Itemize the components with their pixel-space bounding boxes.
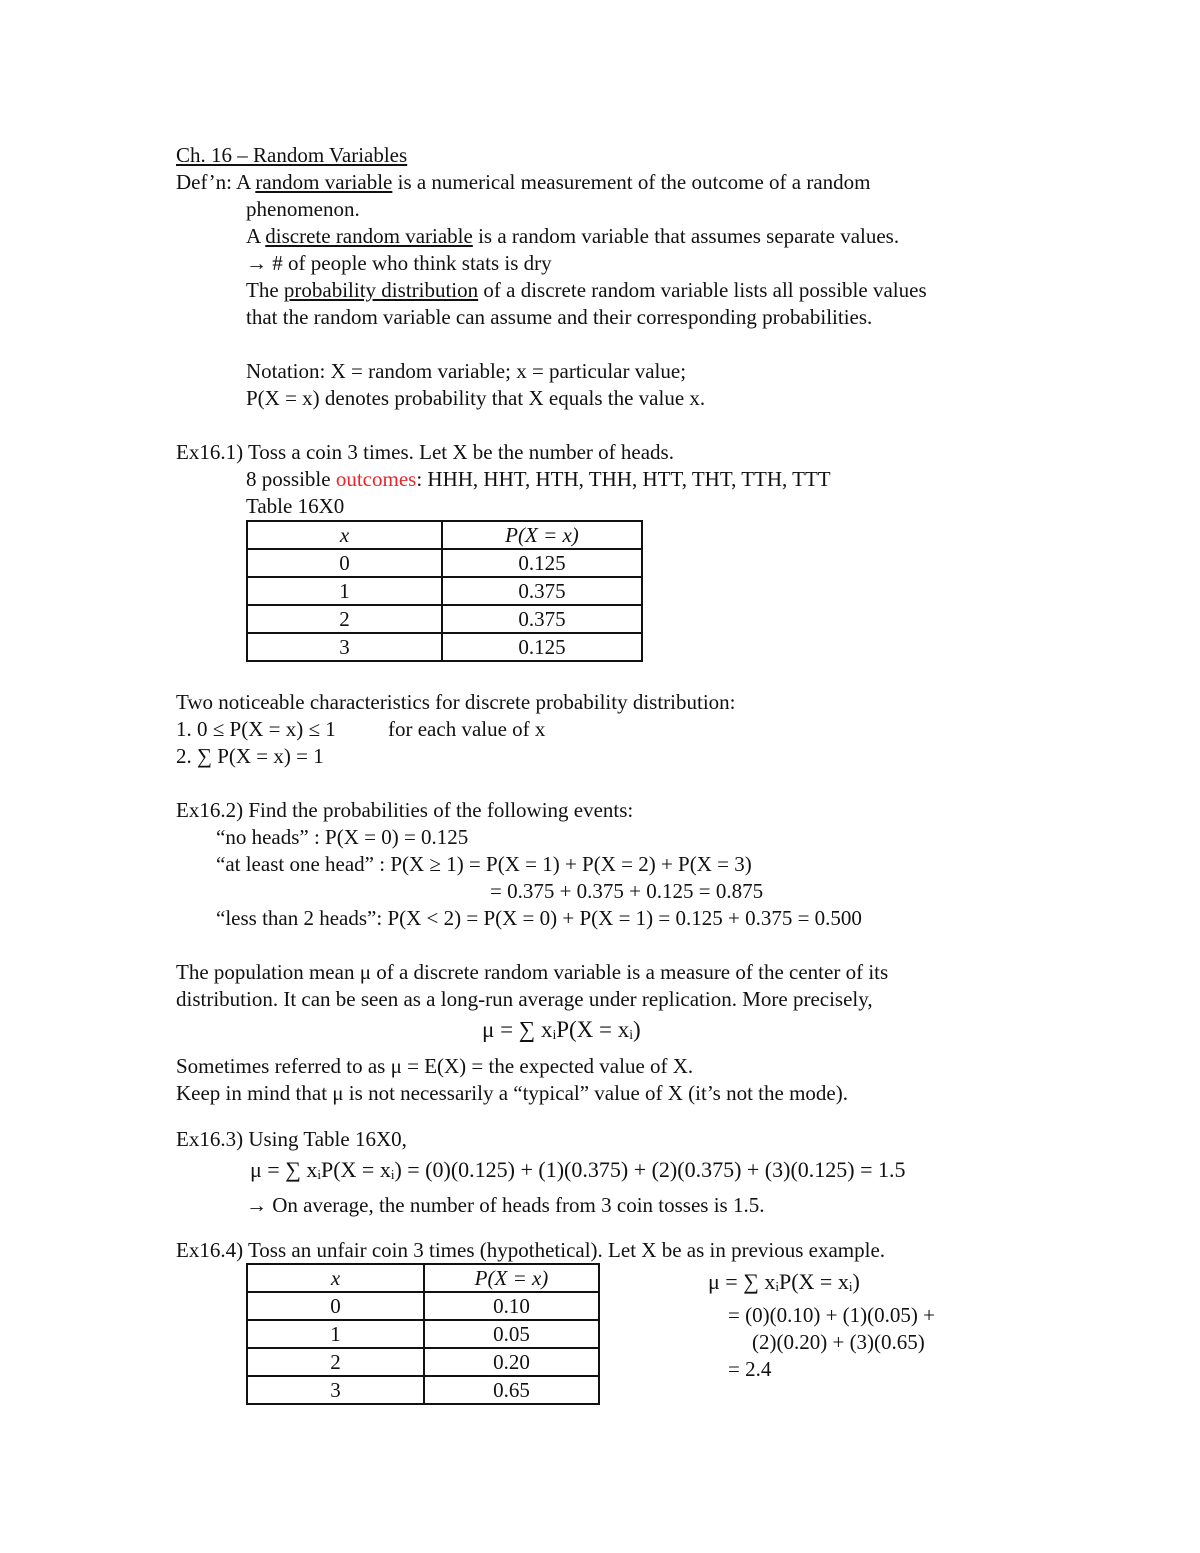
table-row <box>247 1348 599 1376</box>
mean-formula: μ = ∑ xᵢP(X = xᵢ) <box>482 1017 641 1042</box>
defn-example: → # of people who think stats is dry <box>246 251 552 275</box>
ex1-outcomes <box>246 466 831 493</box>
defn-drv-pre: A <box>246 224 261 248</box>
table-row <box>247 605 642 633</box>
ex4-calc-1: μ = ∑ xᵢP(X = xᵢ) <box>708 1269 860 1294</box>
defn-drv-post: is a random variable that assumes separate values. <box>478 224 900 248</box>
mean-line-1: The population mean μ of a discrete random variable is a measure of the center of its <box>176 960 889 984</box>
ex2-line-3: = 0.375 + 0.375 + 0.125 = 0.875 <box>490 879 764 903</box>
table-row <box>247 577 642 605</box>
table-header-row <box>247 1264 599 1292</box>
table-unfair-coin <box>246 1263 600 1405</box>
defn-rv-post: is a numerical measurement of the outcome of a random <box>397 170 871 194</box>
page-title: Ch. 16 – Random Variables <box>176 143 408 167</box>
defn-pd-pre: The <box>246 278 279 302</box>
table-cell: 0 <box>247 549 442 577</box>
table-header-x: x <box>247 521 442 549</box>
table-cell: 0 <box>247 1292 424 1320</box>
table-row <box>247 633 642 661</box>
table-cell: 0.20 <box>424 1348 599 1376</box>
table-row <box>247 1376 599 1404</box>
table-row <box>247 549 642 577</box>
table-header-prob: P(X = x) <box>442 521 642 549</box>
table-cell: 0.375 <box>442 577 642 605</box>
table-cell: 0.125 <box>442 549 642 577</box>
characteristic-1-note: for each value of x <box>388 717 546 741</box>
ex1-outcomes-list: : HHH, HHT, HTH, THH, HTT, THT, TTH, TTT <box>416 467 831 491</box>
table-cell: 0.375 <box>442 605 642 633</box>
defn-label: Def’n: <box>176 170 232 194</box>
table-header-prob: P(X = x) <box>424 1264 599 1292</box>
ex2-line-4: “less than 2 heads”: P(X < 2) = P(X = 0) + P(X = 1) = 0.125 + 0.375 = 0.500 <box>216 906 862 930</box>
ex3-heading: Ex16.3) Using Table 16X0, <box>176 1127 407 1151</box>
table-row <box>247 1320 599 1348</box>
definition-random-variable <box>176 169 871 196</box>
ex2-line-1: “no heads” : P(X = 0) = 0.125 <box>216 825 469 849</box>
ex4-heading: Ex16.4) Toss an unfair coin 3 times (hypothetical). Let X be as in previous example. <box>176 1238 886 1262</box>
term-discrete-random-variable: discrete random variable <box>265 224 473 248</box>
mean-line-2: distribution. It can be seen as a long-run average under replication. More precisely, <box>176 987 873 1011</box>
characteristic-1: 1. 0 ≤ P(X = x) ≤ 1 <box>176 717 336 741</box>
ex3-conclusion: → On average, the number of heads from 3 coin tosses is 1.5. <box>246 1193 765 1217</box>
ex4-calc-2: = (0)(0.10) + (1)(0.05) + <box>728 1303 935 1327</box>
table-header-x: x <box>247 1264 424 1292</box>
table-cell: 0.125 <box>442 633 642 661</box>
definition-probability-distribution <box>246 277 927 304</box>
ex1-outcomes-pre: 8 possible <box>246 467 331 491</box>
table-cell: 3 <box>247 1376 424 1404</box>
table-cell: 3 <box>247 633 442 661</box>
notation-line-1: Notation: X = random variable; x = particular value; <box>246 359 687 383</box>
ex4-calc-3: (2)(0.20) + (3)(0.65) <box>752 1330 925 1354</box>
mean-line-3: Sometimes referred to as μ = E(X) = the expected value of X. <box>176 1054 694 1078</box>
ex2-heading: Ex16.2) Find the probabilities of the following events: <box>176 798 634 822</box>
ex2-line-2: “at least one head” : P(X ≥ 1) = P(X = 1) + P(X = 2) + P(X = 3) <box>216 852 752 876</box>
table-cell: 1 <box>247 577 442 605</box>
defn-rv-continuation: phenomenon. <box>246 197 360 221</box>
table-cell: 0.05 <box>424 1320 599 1348</box>
defn-rv-pre: A <box>236 170 251 194</box>
term-probability-distribution: probability distribution <box>283 278 479 302</box>
table-cell: 0.65 <box>424 1376 599 1404</box>
ex4-calc-4: = 2.4 <box>728 1357 772 1381</box>
ex1-table-caption: Table 16X0 <box>246 494 345 518</box>
table-row <box>247 1292 599 1320</box>
table-cell: 2 <box>247 1348 424 1376</box>
table-16x0 <box>246 520 643 662</box>
definition-discrete-random-variable <box>246 223 899 250</box>
ex1-outcomes-word: outcomes <box>335 467 417 491</box>
defn-pd-post: of a discrete random variable lists all possible values <box>483 278 927 302</box>
characteristics-heading: Two noticeable characteristics for discrete probability distribution: <box>176 690 736 714</box>
table-header-row <box>247 521 642 549</box>
defn-pd-continuation: that the random variable can assume and their corresponding probabilities. <box>246 305 873 329</box>
ex3-formula: μ = ∑ xᵢP(X = xᵢ) = (0)(0.125) + (1)(0.375) + (2)(0.375) + (3)(0.125) = 1.5 <box>250 1157 906 1182</box>
term-random-variable: random variable <box>255 170 393 194</box>
table-cell: 1 <box>247 1320 424 1348</box>
ex1-heading: Ex16.1) Toss a coin 3 times. Let X be the number of heads. <box>176 440 674 464</box>
table-cell: 0.10 <box>424 1292 599 1320</box>
mean-line-4: Keep in mind that μ is not necessarily a “typical” value of X (it’s not the mode). <box>176 1081 848 1105</box>
notation-line-2: P(X = x) denotes probability that X equals the value x. <box>246 386 706 410</box>
table-cell: 2 <box>247 605 442 633</box>
characteristic-2: 2. ∑ P(X = x) = 1 <box>176 744 324 768</box>
